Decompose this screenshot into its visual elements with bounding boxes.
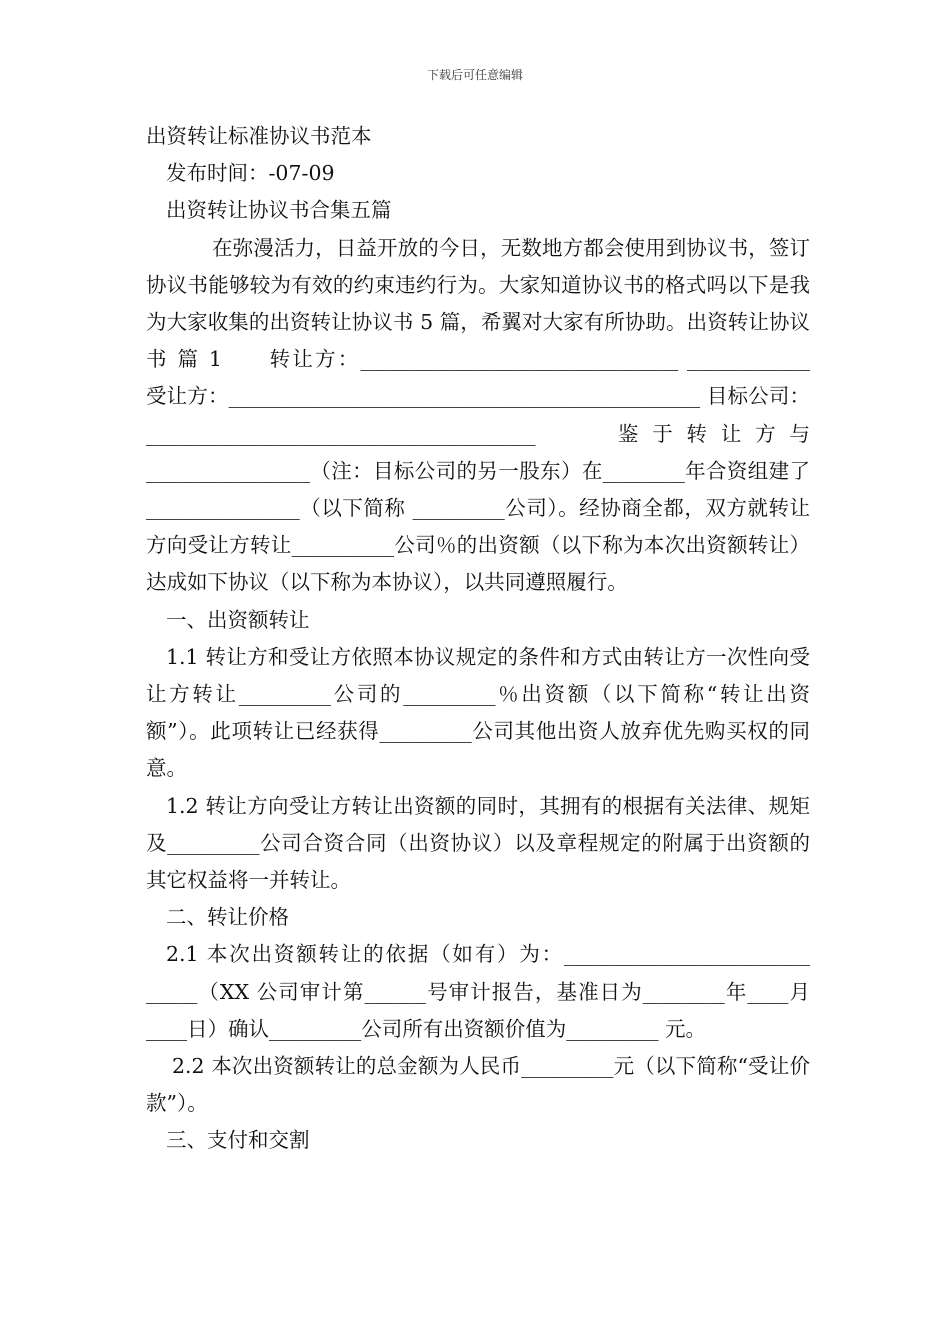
clause-2-2: 2.2 本次出资额转让的总金额为人民币_________元（以下简称“受让价款”）。 [146, 1054, 810, 1116]
section-heading-1: 一、出资额转让 [166, 607, 310, 632]
clause-1-1: 1.1 转让方和受让方依照本协议规定的条件和方式由转让方一次性向受让方转让_________公司的_________％出资额（以下简称“转让出资额”）。此项转让已经获得_________公司其他出资人放弃优先购买权的同意。 [146, 644, 810, 781]
section-heading-3: 三、支付和交割 [166, 1128, 310, 1153]
clause-2-1: 2.1 本次出资额转让的依据（如有）为：________________________ _____（XX 公司审计第______号审计报告，基准日为________年____月____日）确认_________公司所有出资额价值为_________ 元。 [146, 942, 810, 1041]
document-body [146, 118, 851, 1160]
document-subtitle: 出资转让协议书合集五篇 [166, 198, 392, 223]
section-heading-2: 二、转让价格 [166, 905, 289, 930]
document-title: 出资转让标准协议书范本 [146, 124, 372, 148]
page-header: 下载后可任意编辑 [426, 68, 523, 82]
clause-1-2: 1.2 转让方向受让方转让出资额的同时，其拥有的根据有关法律、规矩及_________公司合资合同（出资协议）以及章程规定的附属于出资额的其它权益将一并转让。 [146, 793, 810, 893]
intro-paragraph: 在弥漫活力，日益开放的今日，无数地方都会使用到协议书，签订协议书能够较为有效的约束违约行为。大家知道协议书的格式吗以下是我为大家收集的出资转让协议书 5 篇，希翼对大家有所协助。出资转让协议书 篇 1 转让方：_______________________________ ____________ 受让方：______________________________________________ 目标公司：______________________________________ 鉴于转让方与________________（注：目标公司的另一股东）在________年合资组建了_______________（以下简称 _________公司）。经协商全都，双方就转让方向受让方转让__________公司％的出资额（以下称为本次出资额转让）达成如下协议（以下称为本协议），以共同遵照履行。 [146, 235, 851, 595]
publish-date: 发布时间：-07-09 [166, 161, 335, 186]
